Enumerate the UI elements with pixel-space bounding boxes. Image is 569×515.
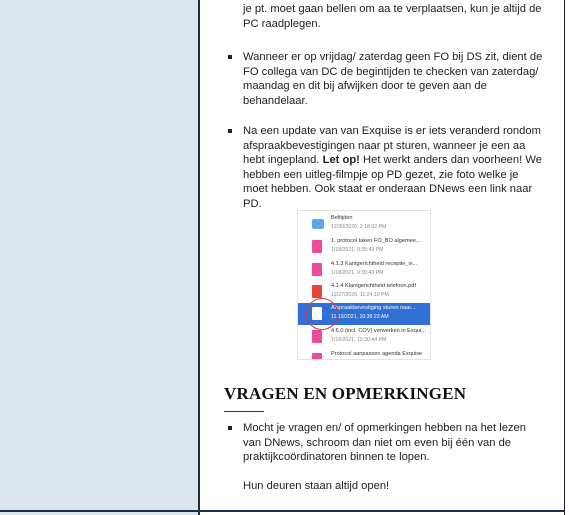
bullet-text-line: PD. xyxy=(243,198,262,210)
column-divider xyxy=(198,0,200,515)
file-row: Beltijden 12/30/2020, 2:18:02 PM xyxy=(298,213,430,235)
paragraph-line: je pt. moet gaan bellen om aa te verplaatsen, kun je altijd de xyxy=(243,3,542,15)
right-border xyxy=(564,0,565,515)
bullet-text-line: praktijkcoördinatoren binnen te lopen. xyxy=(243,451,430,463)
bullet-text-line: hebben een uitleg-filmpje op PD gezet, zie foto welke je xyxy=(243,169,519,181)
file-row: Protocol aanpassen agenda Exquise xyxy=(298,349,430,360)
folder-icon xyxy=(312,219,324,229)
file-row: 4.1.3 Kantgerichtheid receptie_vi... 1/18/2021, 9:35:43 PM xyxy=(298,259,430,281)
bullet-text-line: Mocht je vragen en/ of opmerkingen hebben na het lezen xyxy=(243,422,526,434)
bullet-text-line: moet hebben. Ook staat er onderaan DNews een link naar xyxy=(243,183,533,195)
bullet-text-line: hebt ingepland. Let op! Het werkt anders dan voorheen! We xyxy=(243,154,542,166)
file-row-selected: Afspraakbevestiging sturen naar... 11/19/2021, 10:35:23 AM xyxy=(298,303,430,325)
section-heading: VRAGEN EN OPMERKINGEN xyxy=(224,384,467,403)
file-browser-screenshot xyxy=(297,210,431,360)
bullet-text-line: FO collega van DC de begintijden te checken van zaterdag/ xyxy=(243,66,539,78)
document-icon xyxy=(312,240,322,253)
bullet-text-line: Na een update van van Exquise is er iets veranderd rondom xyxy=(243,125,541,137)
bottom-border xyxy=(0,510,565,512)
bullet-marker xyxy=(228,55,232,59)
closing-line: Hun deuren staan altijd open! xyxy=(243,480,390,492)
file-row: 4.1.4 Klantgerichtheid telefoon.pdf 12/27/2020, 11:24:10 PM xyxy=(298,281,430,303)
emphasis-text: Let op! xyxy=(322,154,360,166)
bullet-marker xyxy=(228,129,232,133)
file-row: 4.6.0 (incl. COV) verwerken in Exqui... 1/18/2021, 10:30:44 PM xyxy=(298,326,430,348)
document-icon xyxy=(312,353,322,360)
document-icon xyxy=(312,263,322,276)
bullet-text-line: maandag en dit bij afwijken door te geven aan de xyxy=(243,80,487,92)
bullet-text-line: behandelaar. xyxy=(243,95,308,107)
file-row: 1. protocol taken FO_BO algemee... 1/18/2021, 9:35:43 PM xyxy=(298,236,430,258)
bullet-text-line: Wanneer er op vrijdag/ zaterdag geen FO bij DS zit, dient de xyxy=(243,51,543,63)
heading-underline xyxy=(224,411,264,412)
document-icon xyxy=(312,330,322,343)
bullet-text-line: afspraakbevestigingen naar pt sturen, wanneer je een aa xyxy=(243,140,526,152)
paragraph-line: PC raadplegen. xyxy=(243,18,321,30)
sidebar-column xyxy=(0,0,199,515)
bullet-text-line: van DNews, schroom dan niet om even bij één van de xyxy=(243,437,512,449)
bullet-marker xyxy=(228,426,232,430)
highlight-circle xyxy=(306,298,338,330)
